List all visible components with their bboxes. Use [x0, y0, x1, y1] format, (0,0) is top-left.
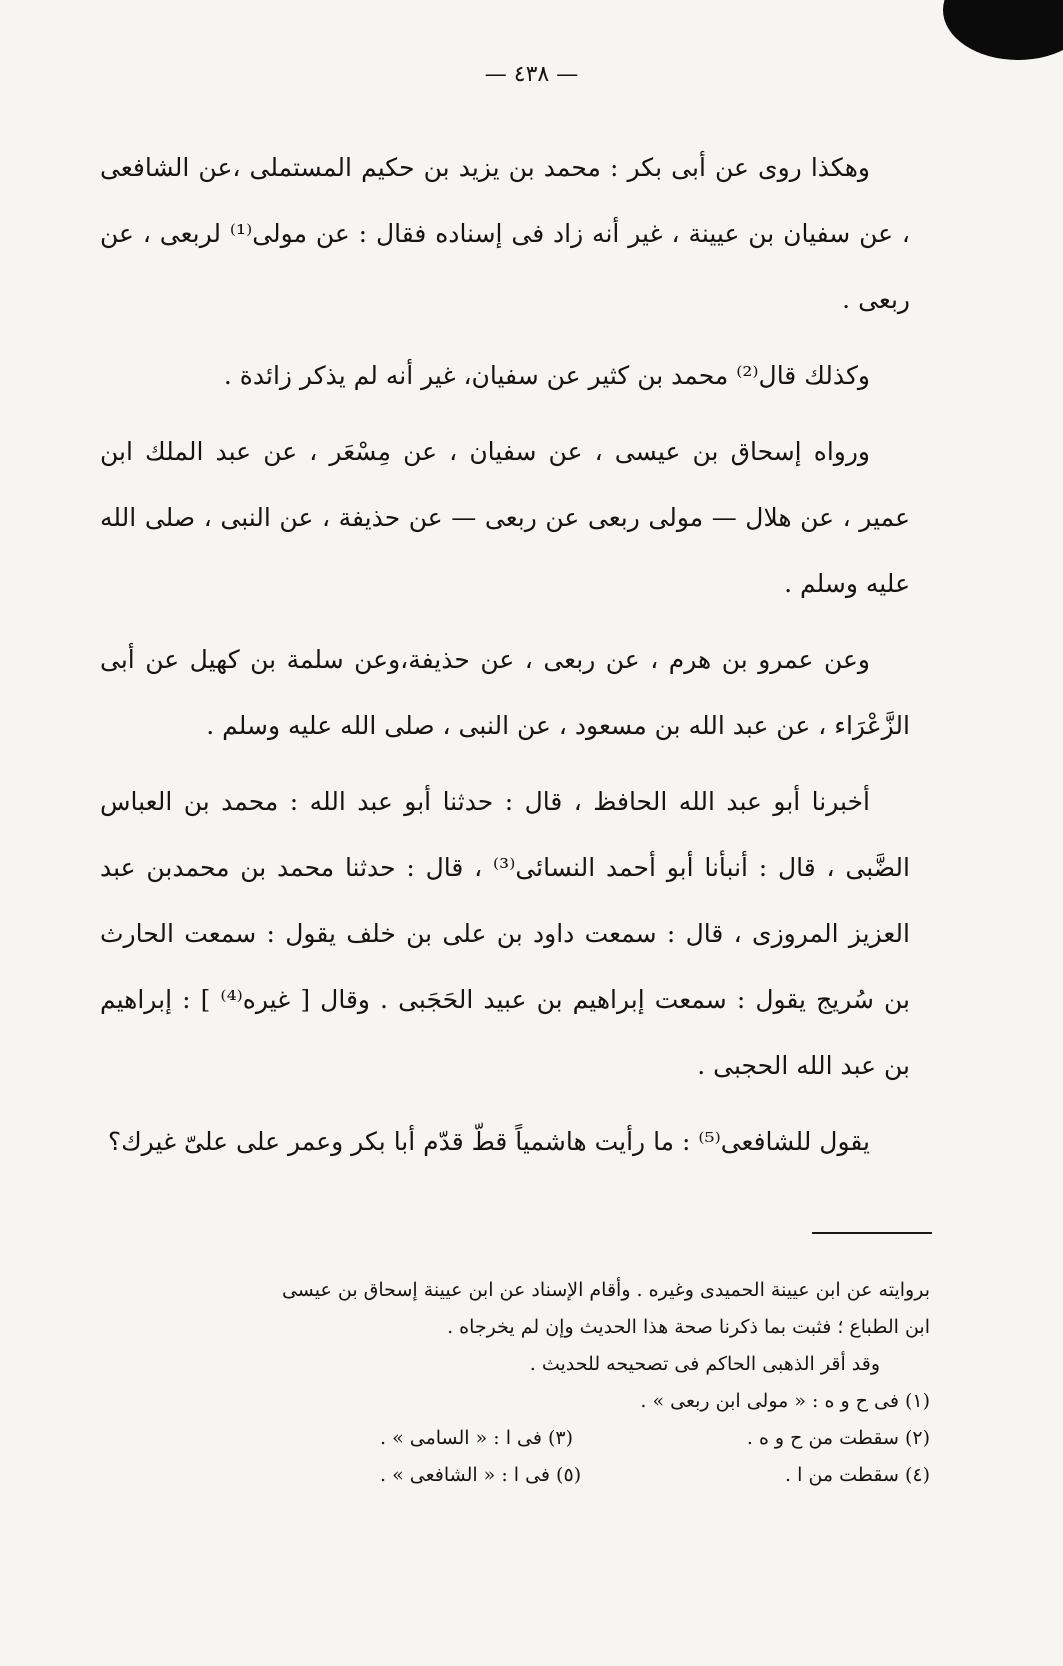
- footnote-3: (٣) فى ا : « السامى » .: [380, 1427, 574, 1449]
- paragraph: وعن عمرو بن هرم ، عن ربعى ، عن حذيفة،وعن سلمة بن كهيل عن أبى الزَّعْرَاء ، عن عبد الله بن مسعود ، عن النبى ، صلى الله عليه وسلم .: [100, 645, 910, 740]
- footnote-row: [100, 1420, 930, 1457]
- page-corner-shadow: [943, 0, 1063, 60]
- paragraph: وكذلك قال⁽²⁾ محمد بن كثير عن سفيان، غير أنه لم يذكر زائدة .: [223, 361, 870, 390]
- note-line: بروايته عن ابن عيينة الحميدى وغيره . وأقام الإسناد عن ابن عيينة إسحاق بن عيسى: [281, 1279, 930, 1301]
- page-number: — ٤٣٨ —: [484, 62, 579, 87]
- main-text: [100, 135, 910, 1185]
- note-line: وقد أقر الذهبى الحاكم فى تصحيحه للحديث .: [529, 1353, 880, 1375]
- footnote-row: [100, 1457, 930, 1494]
- paragraph: ورواه إسحاق بن عيسى ، عن سفيان ، عن مِسْعَر ، عن عبد الملك ابن عمير ، عن هلال — مولى ربعى عن ربعى — عن حذيفة ، عن النبى ، صلى الله عليه وسلم .: [100, 437, 910, 598]
- footnote-5: (٥) فى ا : « الشافعى » .: [380, 1464, 582, 1486]
- footnote-2: (٢) سقطت من ح و ه .: [746, 1427, 930, 1449]
- footnote-4: (٤) سقطت من ا .: [785, 1464, 930, 1486]
- paragraph: وهكذا روى عن أبى بكر : محمد بن يزيد بن حكيم المستملى ،عن الشافعى ، عن سفيان بن عيينة ، غير أنه زاد فى إسناده فقال : عن مولى⁽¹⁾ لربعى ، عن ربعى .: [100, 153, 910, 314]
- paragraph: يقول للشافعى⁽⁵⁾ : ما رأيت هاشمياً قطّ قدّم أبا بكر وعمر على علىّ غيرك؟: [107, 1127, 870, 1156]
- footnote-1: (١) فى ح و ه : « مولى ابن ربعى » .: [640, 1390, 930, 1412]
- footnotes-section: [100, 1272, 930, 1494]
- footnote-divider: [812, 1232, 932, 1234]
- paragraph: أخبرنا أبو عبد الله الحافظ ، قال : حدثنا أبو عبد الله : محمد بن العباس الضَّبى ، قال : أنبأنا أبو أحمد النسائى⁽³⁾ ، قال : حدثنا محمد بن محمدبن عبد العزيز المروزى ، قال : سمعت داود بن على بن خلف يقول : سمعت الحارث بن سُريج يقول : سمعت إبراهيم بن عبيد الحَجَبى . وقال [ غيره⁽⁴⁾ ] : إبراهيم بن عبد الله الحجبى .: [100, 787, 910, 1080]
- note-line: ابن الطباع ؛ فثبت بما ذكرنا صحة هذا الحديث وإن لم يخرجاه .: [447, 1316, 930, 1338]
